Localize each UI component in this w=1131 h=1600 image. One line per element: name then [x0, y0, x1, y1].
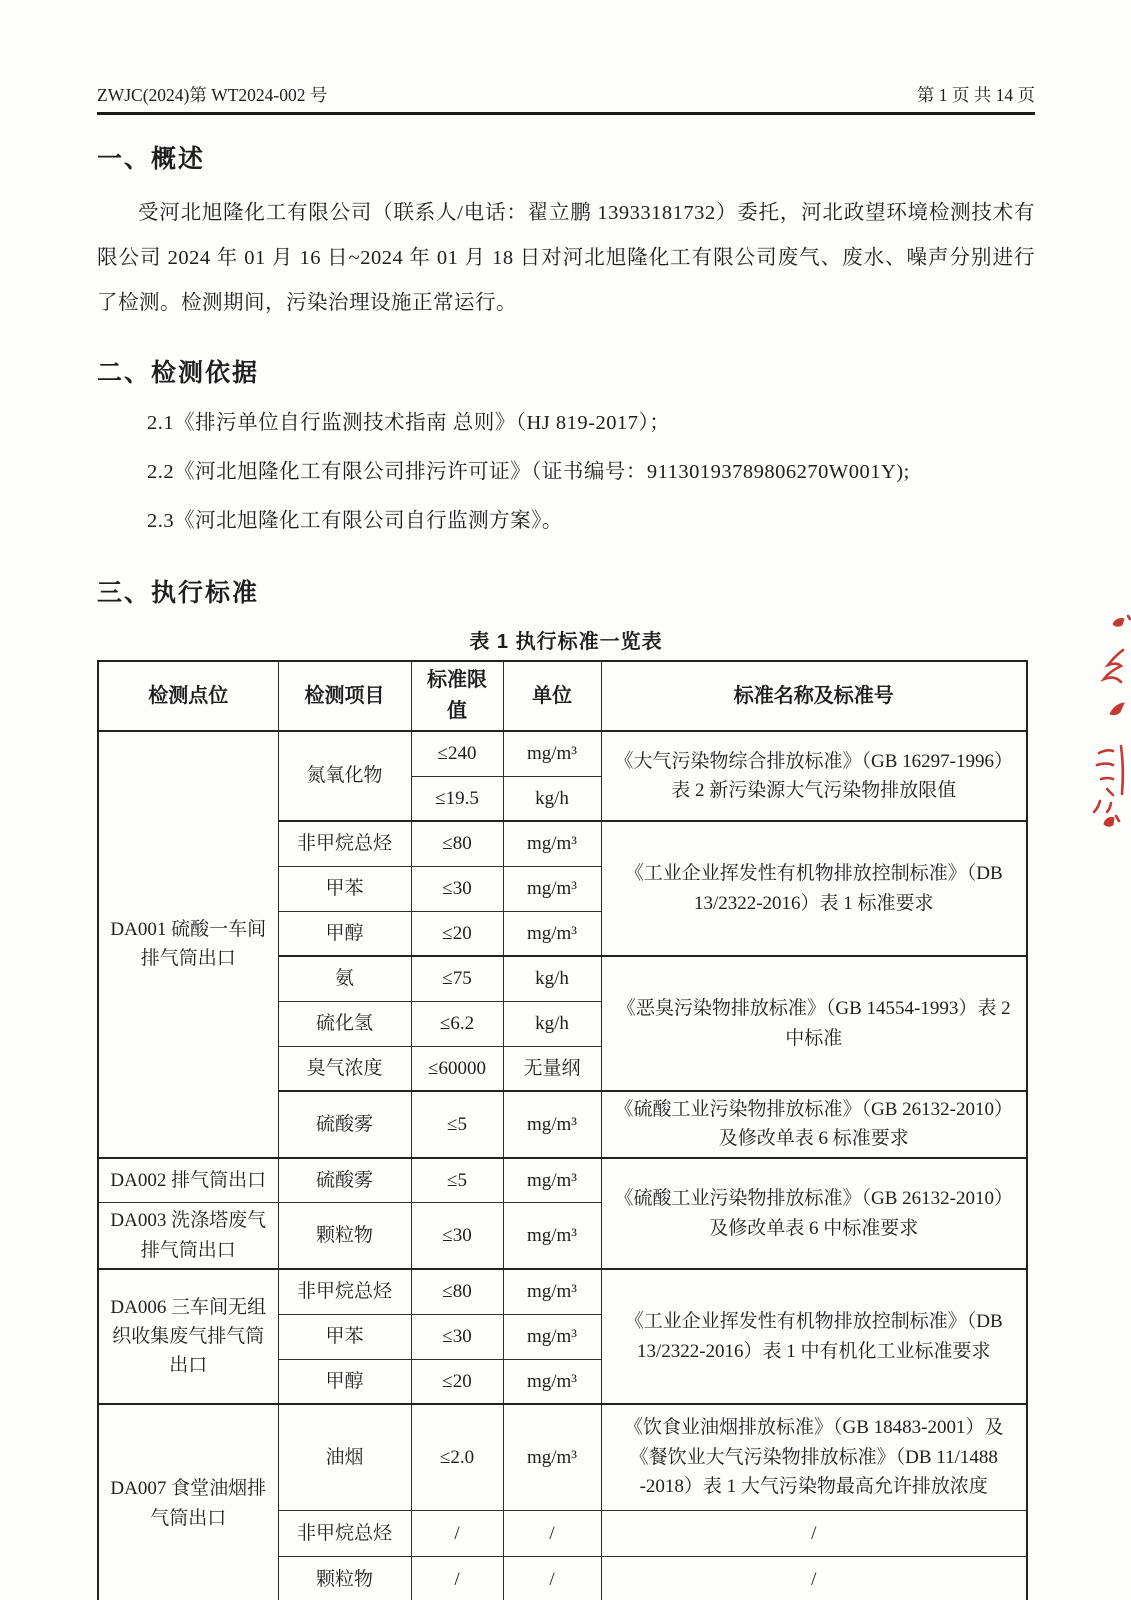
table-row — [98, 1404, 1027, 1510]
cell-unit: mg/m³ — [503, 1091, 601, 1158]
cell-unit: mg/m³ — [503, 1314, 601, 1359]
cell-item: 氮氧化物 — [278, 731, 411, 821]
cell-limit: ≤5 — [411, 1158, 503, 1203]
cell-limit: ≤6.2 — [411, 1001, 503, 1046]
cell-limit: / — [411, 1556, 503, 1600]
cell-limit: ≤60000 — [411, 1046, 503, 1091]
cell-point: DA003 洗涤塔废气排气筒出口 — [98, 1203, 278, 1269]
col-header-standard: 标准名称及标准号 — [601, 661, 1027, 731]
cell-item: 氨 — [278, 956, 411, 1001]
cell-unit: mg/m³ — [503, 821, 601, 866]
col-header-point: 检测点位 — [98, 661, 278, 731]
cell-item: 颗粒物 — [278, 1203, 411, 1269]
cell-point: DA006 三车间无组织收集废气排气筒出口 — [98, 1269, 278, 1404]
red-ink-margin-marks-icon — [1086, 602, 1131, 834]
cell-limit: ≤75 — [411, 956, 503, 1001]
running-header — [97, 82, 1035, 115]
page-content — [97, 0, 1035, 1600]
table-row — [98, 1269, 1027, 1314]
section-heading-basis: 二、检测依据 — [97, 359, 260, 387]
cell-limit: ≤240 — [411, 731, 503, 776]
cell-unit: mg/m³ — [503, 1203, 601, 1269]
cell-unit: kg/h — [503, 1001, 601, 1046]
cell-standard: 《硫酸工业污染物排放标准》（GB 26132-2010）及修改单表 6 中标准要求 — [601, 1158, 1027, 1269]
cell-limit: ≤20 — [411, 1359, 503, 1404]
cell-standard: 《工业企业挥发性有机物排放控制标准》（DB 13/2322-2016）表 1 标准要求 — [601, 821, 1027, 956]
table-header-row — [98, 661, 1027, 731]
col-header-unit: 单位 — [503, 661, 601, 731]
cell-standard: 《恶臭污染物排放标准》（GB 14554-1993）表 2 中标准 — [601, 956, 1027, 1091]
cell-item: 硫酸雾 — [278, 1091, 411, 1158]
cell-item: 甲苯 — [278, 866, 411, 911]
cell-unit: mg/m³ — [503, 911, 601, 956]
cell-point: DA007 食堂油烟排气筒出口 — [98, 1404, 278, 1600]
cell-unit: 无量纲 — [503, 1046, 601, 1091]
section-heading-standards: 三、执行标准 — [97, 579, 260, 607]
cell-item: 臭气浓度 — [278, 1046, 411, 1091]
section-heading-overview: 一、概述 — [97, 145, 206, 173]
cell-item: 油烟 — [278, 1404, 411, 1510]
cell-unit: mg/m³ — [503, 1158, 601, 1203]
doc-number: ZWJC(2024)第 WT2024-002 号 — [97, 85, 328, 105]
standards-table — [97, 660, 1028, 1600]
cell-unit: mg/m³ — [503, 1404, 601, 1510]
cell-unit: / — [503, 1556, 601, 1600]
table-title: 表 1 执行标准一览表 — [469, 631, 663, 653]
cell-item: 甲苯 — [278, 1314, 411, 1359]
cell-limit: ≤30 — [411, 1314, 503, 1359]
cell-item: 非甲烷总烃 — [278, 1510, 411, 1556]
cell-limit: ≤19.5 — [411, 776, 503, 821]
cell-standard: / — [601, 1556, 1027, 1600]
cell-unit: mg/m³ — [503, 731, 601, 776]
cell-unit: mg/m³ — [503, 1269, 601, 1314]
col-header-item: 检测项目 — [278, 661, 411, 731]
cell-unit: kg/h — [503, 776, 601, 821]
cell-item: 甲醇 — [278, 1359, 411, 1404]
basis-list — [97, 399, 1035, 546]
col-header-limit: 标准限值 — [411, 661, 503, 731]
basis-item: 2.3《河北旭隆化工有限公司自行监测方案》。 — [147, 510, 563, 532]
basis-item: 2.2《河北旭隆化工有限公司排污许可证》（证书编号：91130193789806270W001Y); — [147, 461, 910, 483]
cell-unit: mg/m³ — [503, 1359, 601, 1404]
cell-limit: ≤2.0 — [411, 1404, 503, 1510]
cell-item: 甲醇 — [278, 911, 411, 956]
cell-unit: / — [503, 1510, 601, 1556]
cell-item: 颗粒物 — [278, 1556, 411, 1600]
table-row — [98, 1158, 1027, 1203]
cell-item: 非甲烷总烃 — [278, 821, 411, 866]
cell-item: 硫化氢 — [278, 1001, 411, 1046]
cell-point: DA002 排气筒出口 — [98, 1158, 278, 1203]
table-row — [98, 731, 1027, 776]
cell-limit: ≤80 — [411, 821, 503, 866]
cell-point: DA001 硫酸一车间排气筒出口 — [98, 731, 278, 1158]
overview-paragraph: 受河北旭隆化工有限公司（联系人/电话：翟立鹏 13933181732）委托，河北政望环境检测技术有限公司 2024 年 01 月 16 日~2024 年 01 月 18 日对河北旭隆化工有限公司废气、废水、噪声分别进行了检测。检测期间，污染治理设施正常运行。 — [97, 202, 1035, 314]
cell-standard: 《硫酸工业污染物排放标准》（GB 26132-2010）及修改单表 6 标准要求 — [601, 1091, 1027, 1158]
cell-limit: ≤5 — [411, 1091, 503, 1158]
cell-standard: 《饮食业油烟排放标准》（GB 18483-2001）及《餐饮业大气污染物排放标准》（DB 11/1488 -2018）表 1 大气污染物最高允许排放浓度 — [601, 1404, 1027, 1510]
cell-standard: 《大气污染物综合排放标准》（GB 16297-1996）表 2 新污染源大气污染物排放限值 — [601, 731, 1027, 821]
page-indicator: 第 1 页 共 14 页 — [916, 85, 1035, 105]
cell-limit: ≤20 — [411, 911, 503, 956]
cell-unit: mg/m³ — [503, 866, 601, 911]
cell-standard: 《工业企业挥发性有机物排放控制标准》（DB 13/2322-2016）表 1 中有机化工业标准要求 — [601, 1269, 1027, 1404]
cell-unit: kg/h — [503, 956, 601, 1001]
cell-limit: / — [411, 1510, 503, 1556]
cell-item: 硫酸雾 — [278, 1158, 411, 1203]
cell-limit: ≤30 — [411, 1203, 503, 1269]
cell-item: 非甲烷总烃 — [278, 1269, 411, 1314]
cell-standard: / — [601, 1510, 1027, 1556]
cell-limit: ≤80 — [411, 1269, 503, 1314]
cell-limit: ≤30 — [411, 866, 503, 911]
basis-item: 2.1《排污单位自行监测技术指南 总则》（HJ 819-2017）； — [147, 412, 671, 434]
